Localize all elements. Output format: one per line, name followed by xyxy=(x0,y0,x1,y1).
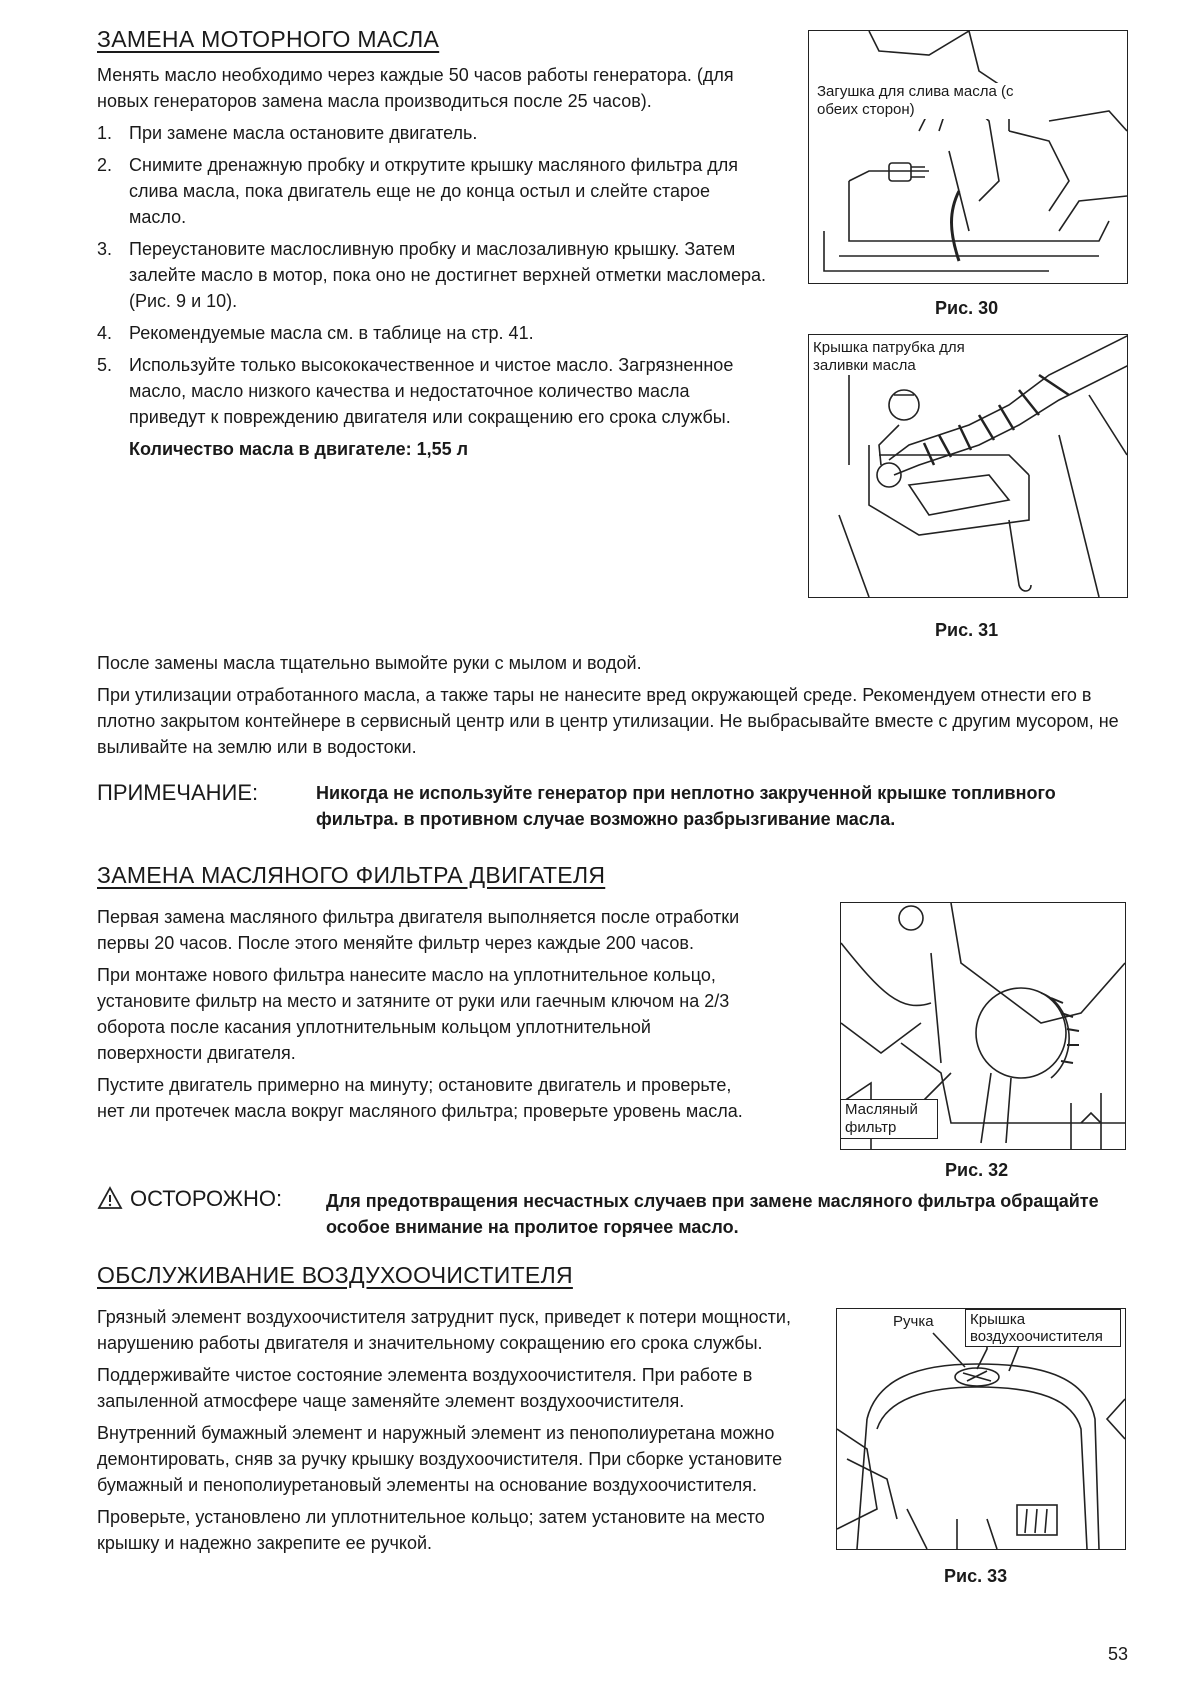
section2-p3: Пустите двигатель примерно на минуту; остановите двигатель и проверьте, нет ли протечек масла вокруг масляного фильтра; проверьте уровень масла. xyxy=(97,1075,743,1121)
section-title-oil-filter: ЗАМЕНА МАСЛЯНОГО ФИЛЬТРА ДВИГАТЕЛЯ xyxy=(97,862,606,888)
figure-31-caption: Рис. 31 xyxy=(935,620,999,640)
section-title-air-cleaner: ОБСЛУЖИВАНИЕ ВОЗДУХООЧИСТИТЕЛЯ xyxy=(97,1262,573,1288)
note-label: ПРИМЕЧАНИЕ: xyxy=(97,780,259,805)
handle-label: Ручка xyxy=(893,1313,934,1330)
figure-32 xyxy=(840,902,1126,1150)
note-text: Никогда не используйте генератор при неплотно закрученной крышке топливного фильтра. в противном случае возможно разбрызгивание масла. xyxy=(316,783,1056,829)
list-item: 4. Рекомендуемые масла см. в таблице на стр. 41. xyxy=(97,323,534,343)
oil-change-steps xyxy=(97,120,767,430)
section3-p2: Поддерживайте чистое состояние элемента воздухоочистителя. При работе в запыленной атмосфере чаще заменяйте элемент воздухоочистителя. xyxy=(97,1365,753,1411)
section-title-oil-change: ЗАМЕНА МОТОРНОГО МАСЛА xyxy=(97,26,440,52)
figure-32-caption: Рис. 32 xyxy=(945,1160,1009,1180)
drain-plug-label: Загушка для слива масла (с обеих сторон) xyxy=(817,83,1057,119)
section3-text xyxy=(97,1304,827,1562)
oil-filler-label: Крышка патрубка для заливки масла xyxy=(813,339,1023,375)
section1-text xyxy=(97,62,767,468)
list-item: 2. Снимите дренажную пробку и открутите крышку масляного фильтра для слива масла, пока двигатель еще не до конца остыл и слейте старое масло. xyxy=(97,155,739,227)
list-item: 5. Используйте только высококачественное и чистое масло. Загрязненное масло, масло низкого качества и недостаточное количество масла приведут к повреждению двигателя или сокращению его срока службы. xyxy=(97,355,734,427)
figure-30 xyxy=(808,30,1128,284)
caution-label: ОСТОРОЖНО: xyxy=(130,1186,283,1211)
warning-icon xyxy=(97,1186,123,1210)
figure-33-caption: Рис. 33 xyxy=(944,1566,1008,1586)
list-item: 1. При замене масла остановите двигатель. xyxy=(97,123,478,143)
section2-text xyxy=(97,904,757,1130)
list-item: 3. Переустановите маслосливную пробку и маслозаливную крышку. Затем залейте масло в мотор, пока оно не достигнет верхней отметки масломера. (Рис. 9 и 10). xyxy=(97,239,767,311)
section3-p3: Внутренний бумажный элемент и наружный элемент из пенополиуретана можно демонтировать, сняв за ручку крышку воздухоочистителя. При сборке установите бумажный и пенополиуретановый элементы на основание воздухоочистителя. xyxy=(97,1423,783,1495)
wash-hands-text: После замены масла тщательно вымойте руки с мылом и водой. xyxy=(97,653,642,673)
drain-plug-illustration xyxy=(809,31,1127,283)
section3-p1: Грязный элемент воздухоочистителя затруднит пуск, приведет к потери мощности, нарушению работы двигателя и значительному сокращению его срока службы. xyxy=(97,1307,791,1353)
disposal-text: При утилизации отработанного масла, а также тары не нанесите вред окружающей среде. Рекомендуем отнести его в плотно закрытом контейнере в сервисный центр или в центр утилизации. Не выбрасывайте вместе с другим мусором, не выливайте на землю или в водостоки. xyxy=(97,685,1119,757)
section1-intro: Менять масло необходимо через каждые 50 часов работы генератора. (для новых генераторов замена масла производиться после 25 часов). xyxy=(97,65,734,111)
figure-31 xyxy=(808,334,1128,598)
page-number: 53 xyxy=(1108,1644,1129,1664)
section2-p2: При монтаже нового фильтра нанесите масло на уплотнительное кольцо, установите фильтр на место и затяните от руки или гаечным ключом на 2/3 оборота после касания уплотнительным кольцом уплотнительной поверхности двигателя. xyxy=(97,965,730,1063)
figure-33 xyxy=(836,1308,1126,1550)
after-change-text xyxy=(97,650,1127,766)
oil-filter-label: Масляный фильтр xyxy=(841,1099,938,1139)
oil-capacity: Количество масла в двигателе: 1,55 л xyxy=(129,439,469,459)
caution-text: Для предотвращения несчастных случаев при замене масляного фильтра обращайте особое внимание на пролитое горячее масло. xyxy=(326,1191,1099,1237)
section2-p1: Первая замена масляного фильтра двигателя выполняется после отработки первы 20 часов. После этого меняйте фильтр через каждые 200 часов. xyxy=(97,907,740,953)
air-cleaner-cover-label: Крышка воздухоочистителя xyxy=(965,1309,1121,1347)
section3-p4: Проверьте, установлено ли уплотнительное кольцо; затем установите на место крышку и надежно закрепите ее ручкой. xyxy=(97,1507,765,1553)
figure-30-caption: Рис. 30 xyxy=(935,298,999,318)
